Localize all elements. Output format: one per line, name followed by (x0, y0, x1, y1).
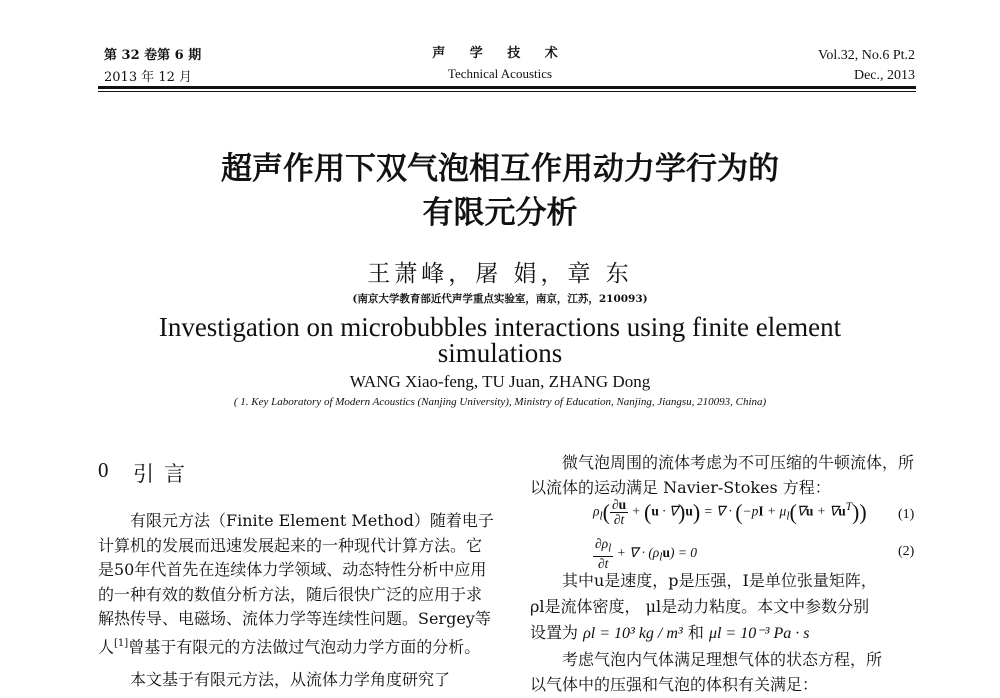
running-header-right (818, 46, 915, 86)
equation-navier-stokes: $\rho_l$( $\frac{\partial u}{\partial t}$ + (u · ∇)u) = ∇ · $(-pI + \mu_l(\nabla u + \nabla u^T))$ (593, 497, 867, 527)
equation-1-number: (1) (898, 507, 915, 522)
header-rule-thick (98, 86, 916, 89)
date-en: Dec., 2013 (853, 68, 915, 83)
variables-paragraph-line1: 其中u是速度，p是压强，I是单位张量矩阵， (562, 571, 877, 590)
intro-paragraph-1 (98, 509, 496, 659)
intro-p1-tail: 曾基于有限元的方法做过气泡动力学方面的分析。 (128, 636, 481, 656)
journal-name-en: Technical Acoustics (447, 66, 553, 81)
params-and: 和 (687, 623, 704, 642)
date-cn: 2013 年 12 月 (104, 70, 193, 85)
section-title: 引言 (133, 462, 195, 486)
citation-ref-1: [1] (114, 637, 129, 649)
variables-paragraph-line3 (530, 621, 920, 647)
paper-title-cn-line1: 超声作用下双气泡相互作用动力学行为的 (221, 151, 779, 187)
paper-title-en-line1: Investigation on microbubbles interactions using finite element (158, 312, 842, 342)
paper-title-cn-line2: 有限元分析 (422, 195, 578, 231)
gas-paragraph-line1: 考虑气泡内气体满足理想气体的状态方程，所 (562, 650, 883, 669)
fluid-paragraph: 微气泡周围的流体考虑为不可压缩的牛顿流体，所以流体的运动满足 Navier-Stokes 方程： (530, 453, 915, 497)
paper-title-en-line2: simulations (437, 338, 563, 368)
affiliation-cn: (南京大学教育部近代声学重点实验室，南京，江苏，210093) (352, 293, 648, 305)
volume-issue-en: Vol.32, No.6 Pt.2 (818, 48, 915, 63)
gas-paragraph-line2: 以气体中的压强和气泡的体积有关满足： (530, 675, 819, 694)
paper-title-cn (0, 147, 1000, 235)
params-prefix: 设置为 (530, 623, 579, 642)
volume-issue-cn: 第 32 卷第 6 期 (104, 48, 202, 63)
equation-2-number: (2) (898, 544, 915, 559)
section-number: 0 (98, 458, 109, 482)
authors-en: WANG Xiao-feng, TU Juan, ZHANG Dong (349, 372, 651, 391)
authors-cn: 王萧峰，屠 娟，章 东 (367, 261, 633, 287)
journal-name-cn: 声 学 技 术 (432, 46, 568, 61)
density-value: ρl = 10³ kg / m³ (583, 625, 683, 642)
viscosity-value: μl = 10⁻³ Pa · s (708, 625, 810, 642)
variables-paragraph-line2: ρl是流体密度， μl是动力粘度。本文中参数分别 (530, 597, 870, 616)
intro-p1-text: 有限元方法（Finite Element Method）随着电子计算机的发展而迅速发展起来的一种现代计算方法。它是50年代首先在连续体力学领域、动态特性分析中应用的一种有效的数值分析方法，随后很快广泛的应用于求解热传导、电磁场、流体力学等连续性问题。Sergey等人 (98, 511, 494, 656)
intro-paragraph-2: 本文基于有限元方法，从流体力学角度研究了 (130, 670, 451, 689)
affiliation-en: ( 1. Key Laboratory of Modern Acoustics (Nanjing University), Ministry of Education, Nanjing, Jiangsu, 210093, China) (233, 396, 767, 408)
header-rule-thin (98, 91, 916, 92)
equation-continuity: $\frac{\partial\rho_l}{\partial t}$ + ∇ · $(\rho_lu) = 0$ (595, 536, 698, 571)
paper-title-en (0, 314, 1000, 366)
